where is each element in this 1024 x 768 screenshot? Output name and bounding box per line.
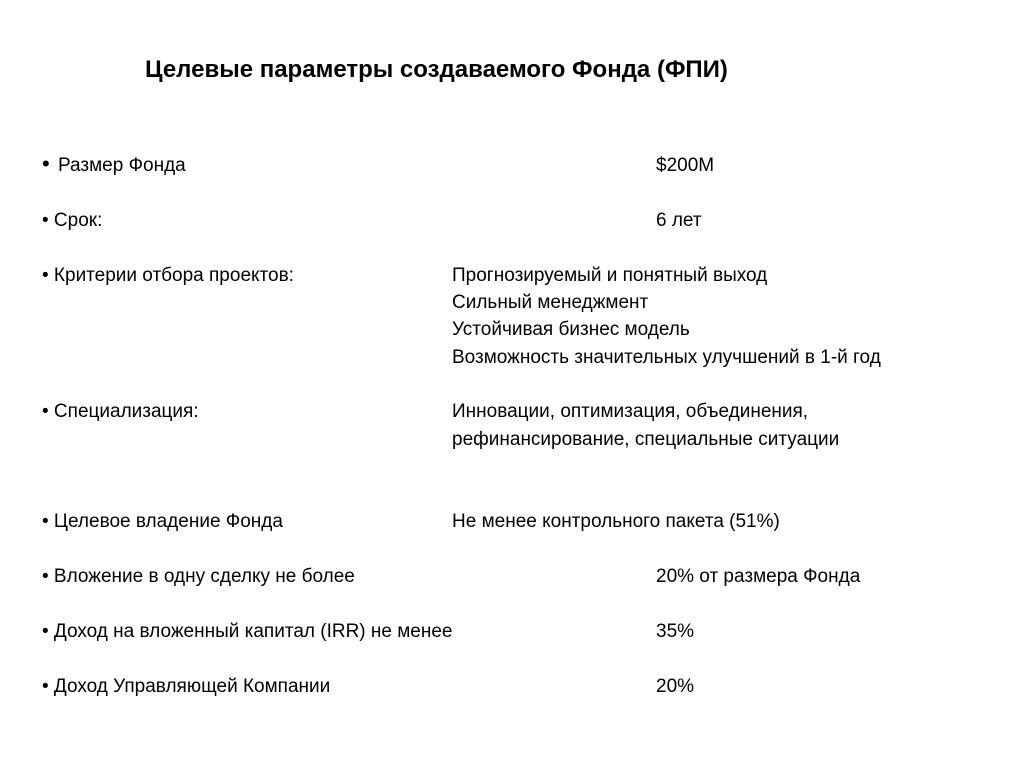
deal-limit-label: • Вложение в одну сделку не более [42,566,355,587]
bullet: • [42,151,50,176]
ownership-label: • Целевое владение Фонда [42,511,283,532]
slide-title: Целевые параметры создаваемого Фонда (ФПИ) [145,56,728,83]
term-label: • Срок: [42,210,103,231]
criteria-label: • Критерии отбора проектов: [42,265,294,286]
criteria-value-4: Возможность значительных улучшений в 1-й год [452,347,881,368]
specialization-label: • Специализация: [42,401,199,422]
specialization-value-2: рефинансирование, специальные ситуации [452,429,840,450]
management-fee-value: 20% [656,676,695,697]
irr-label: • Доход на вложенный капитал (IRR) не менее [42,621,453,642]
criteria-value-1: Прогнозируемый и понятный выход [452,265,768,286]
term-value: 6 лет [656,210,702,231]
criteria-value-2: Сильный менеджмент [452,292,649,313]
specialization-value-1: Инновации, оптимизация, объединения, [452,401,809,422]
ownership-value: Не менее контрольного пакета (51%) [452,511,780,532]
fund-size-value: $200M [656,155,715,176]
criteria-value-3: Устойчивая бизнес модель [452,319,690,340]
irr-value: 35% [656,621,695,642]
management-fee-label: • Доход Управляющей Компании [42,676,331,697]
fund-size-label: Размер Фонда [58,155,186,176]
deal-limit-value: 20% от размера Фонда [656,566,861,587]
